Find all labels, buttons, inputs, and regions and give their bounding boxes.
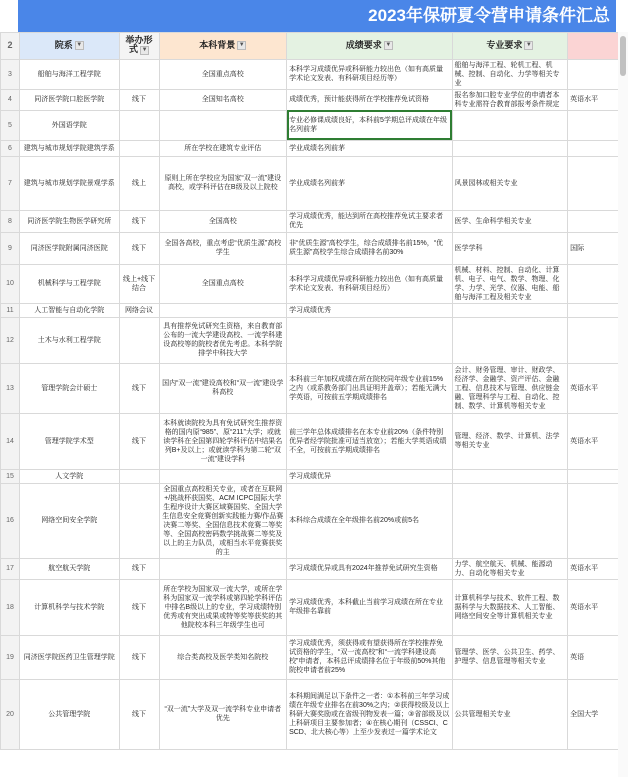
header-grades[interactable]: 成绩要求 ▼: [287, 32, 452, 59]
row-number[interactable]: 14: [1, 413, 20, 469]
table-cell[interactable]: 线下: [119, 89, 159, 110]
table-cell[interactable]: 船舶与海洋工程、轮机工程、机械、控制、自动化、力学等相关专业: [452, 59, 568, 89]
table-cell[interactable]: 学习成绩优秀，须获得或有望获得所在学校推荐免试资格的学生，“双一流高校”和“一流学科建设高校”申请者，本科总评成绩排名位于年级前50%其他院校申请者前25%: [287, 635, 452, 679]
table-cell[interactable]: 力学、航空航天、机械、能源动力、自动化等相关专业: [452, 558, 568, 579]
table-cell[interactable]: 线下: [119, 558, 159, 579]
table-cell[interactable]: 线下: [119, 635, 159, 679]
table-cell[interactable]: 线上: [119, 156, 159, 210]
table-row: [1, 679, 628, 749]
table-cell[interactable]: 网络空间安全学院: [19, 483, 119, 558]
table-cell[interactable]: 原则上所在学校应为国家“双一流”建设高校，或学科评估在B级及以上院校: [159, 156, 287, 210]
filter-icon[interactable]: ▼: [238, 42, 245, 49]
table-row: [1, 210, 628, 232]
table-cell[interactable]: 人工智能与自动化学院: [19, 303, 119, 317]
table-cell[interactable]: 本科就读院校为具有免试研究生推荐资格的国内原“985”、原“211”大学；或就读学科在全国第四轮学科评估中结果名列B+及以上；或就读学科为第二轮“双一流”建设学科: [159, 413, 287, 469]
table-cell[interactable]: 全国知名高校: [159, 89, 287, 110]
table-cell[interactable]: 英语水平: [568, 558, 628, 579]
table-cell[interactable]: 具有推荐免试研究生资格，来自教育部公布的一流大学建设高校、一流学科建设高校等的院校者优先考虑。本科学院排学中科技大学: [159, 317, 287, 363]
table-cell[interactable]: 风景园林或相关专业: [452, 156, 568, 210]
data-grid: [0, 32, 628, 750]
table-cell[interactable]: 线下: [119, 679, 159, 749]
table-row: [1, 469, 628, 483]
table-cell[interactable]: 前三学年总体成绩排名在本专业前20%（条件特别优异者经学院批准可适当放宽）；若能大学英语成绩不全，可按前五学期成绩排名: [287, 413, 452, 469]
row-number[interactable]: 7: [1, 156, 20, 210]
table-cell[interactable]: 本科学习成绩优异或科研能力较出色（如有高质量学术论文发表、有科研项目经历）: [287, 264, 452, 303]
row-number[interactable]: 3: [1, 59, 20, 89]
table-row: [1, 264, 628, 303]
table-cell[interactable]: 同济医学院口腔医学院: [19, 89, 119, 110]
row-number[interactable]: 19: [1, 635, 20, 679]
row-number[interactable]: 16: [1, 483, 20, 558]
table-cell[interactable]: [452, 140, 568, 156]
table-row: [1, 483, 628, 558]
table-cell[interactable]: 管理学院会计硕士: [19, 363, 119, 413]
table-cell[interactable]: [452, 483, 568, 558]
table-cell[interactable]: 医学学科: [452, 232, 568, 264]
table-cell[interactable]: 机械、材料、控制、自动化、计算机、电子、电气、数学、物理、化学、力学、光学、仪器、电能、船舶与海洋工程及相关专业: [452, 264, 568, 303]
table-cell[interactable]: [119, 140, 159, 156]
table-cell[interactable]: 公共管理相关专业: [452, 679, 568, 749]
row-number[interactable]: 11: [1, 303, 20, 317]
table-row: [1, 232, 628, 264]
table-cell[interactable]: 本科综合成绩在全年级排名前20%或前5名: [287, 483, 452, 558]
table-cell[interactable]: 学习成绩优秀，能达到所在高校推荐免试主要求者优先: [287, 210, 452, 232]
table-cell[interactable]: 本科期间满足以下条件之一者：①本科前三年学习成绩在年级专业排名在前30%之内；②获得校级及以上科研大赛奖励或在省级刊物发表一篇；③省部级及以上科研项目主要参加者；④在核心期刊（CSSCI、CSCD、北大核心等）上至少发表过一篇学术论文: [287, 679, 452, 749]
table-cell[interactable]: 管理学院学术型: [19, 413, 119, 469]
table-row: [1, 303, 628, 317]
table-cell[interactable]: 全国重点高校: [159, 264, 287, 303]
table-cell[interactable]: 学业成绩名列前茅: [287, 156, 452, 210]
table-cell[interactable]: 医学、生命科学相关专业: [452, 210, 568, 232]
table-cell[interactable]: 学习成绩优秀，本科截止当前学习成绩在所在专业年级排名靠前: [287, 579, 452, 635]
table-cell[interactable]: 管理学、医学、公共卫生、药学、护理学、信息管理等相关专业: [452, 635, 568, 679]
scrollbar-thumb[interactable]: [620, 36, 626, 76]
table-row: [1, 59, 628, 89]
table-cell[interactable]: 管理、经济、数学、计算机、法学等相关专业: [452, 413, 568, 469]
header-department[interactable]: 院系 ▼: [19, 32, 119, 59]
table-cell[interactable]: [119, 317, 159, 363]
row-number[interactable]: 8: [1, 210, 20, 232]
table-cell[interactable]: 英语水平: [568, 89, 628, 110]
table-cell[interactable]: [119, 469, 159, 483]
row-number[interactable]: 18: [1, 579, 20, 635]
table-cell[interactable]: 外国语学院: [19, 110, 119, 140]
table-cell[interactable]: 网络会议: [119, 303, 159, 317]
table-cell[interactable]: [119, 483, 159, 558]
row-number[interactable]: 13: [1, 363, 20, 413]
header-background[interactable]: 本科背景 ▼: [159, 32, 287, 59]
table-cell[interactable]: 线上+线下结合: [119, 264, 159, 303]
table-cell[interactable]: [452, 317, 568, 363]
header-major[interactable]: 专业要求 ▼: [452, 32, 568, 59]
header-format[interactable]: 举办形式 ▼: [119, 32, 159, 59]
row-number[interactable]: 6: [1, 140, 20, 156]
table-cell[interactable]: 英语水平: [568, 413, 628, 469]
table-cell[interactable]: 同济医学院生物医学研究所: [19, 210, 119, 232]
table-cell[interactable]: 建筑与城市规划学院景观学系: [19, 156, 119, 210]
filter-icon[interactable]: ▼: [525, 42, 532, 49]
table-cell[interactable]: 公共管理学院: [19, 679, 119, 749]
table-cell[interactable]: 本科前三年加权成绩在所在院校同年级专业前15%之内（或系教务部门出具证明并盖章）；若能无满大学英语，可按前五学期成绩排名: [287, 363, 452, 413]
table-cell[interactable]: 土木与水利工程学院: [19, 317, 119, 363]
table-cell[interactable]: 线下: [119, 363, 159, 413]
table-row: [1, 635, 628, 679]
table-cell[interactable]: [159, 558, 287, 579]
table-cell[interactable]: 计算机科学与技术、软件工程、数据科学与大数据技术、人工智能、网络空间安全等计算机相关专业: [452, 579, 568, 635]
table-cell[interactable]: 人文学院: [19, 469, 119, 483]
table-cell[interactable]: [287, 317, 452, 363]
table-cell[interactable]: 航空航天学院: [19, 558, 119, 579]
table-cell[interactable]: 英语水平: [568, 579, 628, 635]
filter-icon[interactable]: ▼: [141, 46, 148, 53]
table-cell[interactable]: 英语水平: [568, 363, 628, 413]
table-cell[interactable]: 成绩优秀，预计能获得所在学校推荐免试资格: [287, 89, 452, 110]
table-row: [1, 579, 628, 635]
table-row: [1, 363, 628, 413]
filter-icon[interactable]: ▼: [385, 42, 392, 49]
table-cell[interactable]: 学习成绩优异或具有2024年推荐免试研究生资格: [287, 558, 452, 579]
table-cell[interactable]: 线下: [119, 232, 159, 264]
table-cell[interactable]: 英语: [568, 635, 628, 679]
row-number[interactable]: 20: [1, 679, 20, 749]
table-cell[interactable]: [159, 110, 287, 140]
table-cell[interactable]: [159, 469, 287, 483]
row-number[interactable]: 4: [1, 89, 20, 110]
table-cell[interactable]: 机械科学与工程学院: [19, 264, 119, 303]
table-cell[interactable]: [119, 110, 159, 140]
table-row: [1, 413, 628, 469]
table-row: [1, 110, 628, 140]
table-cell[interactable]: 学习成绩优异: [287, 469, 452, 483]
row-number[interactable]: 10: [1, 264, 20, 303]
table-cell[interactable]: 学习成绩优秀: [287, 303, 452, 317]
table-row: [1, 558, 628, 579]
table-cell[interactable]: 船舶与海洋工程学院: [19, 59, 119, 89]
table-cell[interactable]: 学业成绩名列前茅: [287, 140, 452, 156]
table-cell[interactable]: 国际: [568, 232, 628, 264]
row-number[interactable]: 17: [1, 558, 20, 579]
vertical-scrollbar[interactable]: [618, 32, 628, 777]
table-cell[interactable]: 全国高校: [159, 210, 287, 232]
table-cell[interactable]: 专业必修课成绩良好，本科前5学期总评成绩在年级名列前茅: [287, 110, 452, 140]
filter-icon[interactable]: ▼: [76, 42, 83, 49]
table-cell[interactable]: 计算机科学与技术学院: [19, 579, 119, 635]
table-cell[interactable]: 全国各高校，重点考虑“优质生源”高校学生: [159, 232, 287, 264]
sheet-title: 2023年保研夏令营申请条件汇总: [18, 0, 616, 32]
row-number[interactable]: 5: [1, 110, 20, 140]
table-cell[interactable]: 本科学习成绩优异或科研能力较出色（如有高质量学术论文发表、有科研项目经历等）: [287, 59, 452, 89]
table-cell[interactable]: 线下: [119, 413, 159, 469]
table-cell[interactable]: [452, 303, 568, 317]
table-cell[interactable]: 会计、财务管理、审计、财政学、经济学、金融学、资产评估、金融工程、信息技术与管理、供应链金融、管理科学与工程、自动化、控制、数学、计算机等相关专业: [452, 363, 568, 413]
table-cell[interactable]: “双一流”大学及双一流学科专业申请者优先: [159, 679, 287, 749]
table-cell[interactable]: 报名参加口腔专业学位的申请者本科专业需符合教育部报考条件规定: [452, 89, 568, 110]
table-cell[interactable]: 所在学校在建筑专业评估: [159, 140, 287, 156]
row-number[interactable]: 15: [1, 469, 20, 483]
row-number[interactable]: 12: [1, 317, 20, 363]
table-cell[interactable]: 全国大学: [568, 679, 628, 749]
table-cell[interactable]: 综合类高校及医学类知名院校: [159, 635, 287, 679]
table-cell[interactable]: [452, 469, 568, 483]
table-cell[interactable]: 国内“双一流”建设高校和“双一流”建设学科高校: [159, 363, 287, 413]
row-number[interactable]: 2: [1, 32, 20, 59]
table-cell[interactable]: 非“优质生源”高校学生，综合成绩排名前15%，“优质生源”高校学生综合成绩排名前30%: [287, 232, 452, 264]
table-row: [1, 317, 628, 363]
table-cell[interactable]: 线下: [119, 210, 159, 232]
table-cell[interactable]: 同济医学院附属同济医院: [19, 232, 119, 264]
header-row: [1, 32, 628, 59]
table-cell[interactable]: [119, 59, 159, 89]
table-cell[interactable]: 所在学校为国家双一流大学，或所在学科为国家双一流学科或第四轮学科评估中排名B级以上的专业，学习成绩特别优秀或有突出成果或特等奖等获奖的其他院校本科三年级学生也可: [159, 579, 287, 635]
table-row: [1, 89, 628, 110]
table-cell[interactable]: 建筑与城市规划学院建筑学系: [19, 140, 119, 156]
table-row: [1, 140, 628, 156]
table-cell[interactable]: 全国重点高校相关专业，或者在互联网+/挑战杯获国奖、ACM ICPC国际大学生程序设计大赛区域赛国奖、全国大学生信息安全竞赛创新实践能力赛/作品赛决赛二等奖、全国信息技术竞赛二等奖等、全国高校密码数学挑战赛二等奖及以上的主力队员，或相当水平竞赛获奖的主: [159, 483, 287, 558]
table-cell[interactable]: [159, 303, 287, 317]
table-cell[interactable]: 同济医学院医药卫生管理学院: [19, 635, 119, 679]
row-number[interactable]: 9: [1, 232, 20, 264]
table-cell[interactable]: [452, 110, 568, 140]
table-cell[interactable]: 线下: [119, 579, 159, 635]
table-row: [1, 156, 628, 210]
table-cell[interactable]: 全国重点高校: [159, 59, 287, 89]
